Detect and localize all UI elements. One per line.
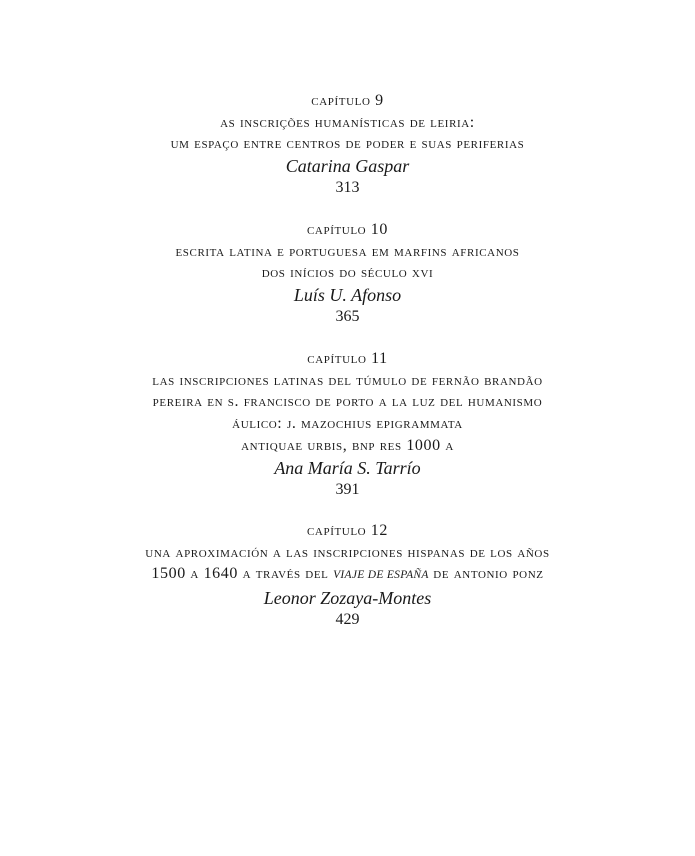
chapter-title-line: una aproximación a las inscripciones hispanas de los años: [145, 543, 550, 561]
chapter-title-line: las inscripciones latinas del túmulo de fernão brandão: [152, 371, 543, 389]
chapter-author: Ana María S. Tarrío: [274, 457, 421, 478]
toc-entry-chapter-11: [0, 348, 695, 501]
chapter-title-line: um espaço entre centros de poder e suas periferias: [170, 135, 525, 153]
chapter-page-number: 313: [335, 179, 360, 197]
title-text: de antonio ponz: [428, 565, 544, 583]
chapter-title-line: pereira en s. francisco de porto a la luz del humanismo: [152, 393, 543, 411]
chapter-title-line: antiquae urbis, bnp res 1000 a: [241, 436, 454, 454]
chapter-label: capítulo 10: [307, 221, 388, 238]
chapter-author: Catarina Gaspar: [285, 156, 410, 177]
chapter-title-line-mixed: [0, 563, 695, 587]
chapter-author: Luís U. Afonso: [293, 285, 402, 306]
chapter-label: capítulo 9: [311, 92, 384, 109]
toc-entry-chapter-10: [0, 219, 695, 328]
chapter-page-number: 365: [335, 308, 360, 326]
toc-entry-chapter-12: [0, 520, 695, 631]
chapter-label: capítulo 11: [307, 350, 388, 367]
chapter-author: Leonor Zozaya-Montes: [263, 588, 432, 609]
chapter-title-line: dos inícios do século xvi: [261, 264, 434, 282]
title-italic-book-name: VIAJE DE ESPAÑA: [333, 569, 429, 582]
chapter-page-number: 391: [335, 480, 360, 498]
chapter-page-number: 429: [335, 611, 360, 629]
chapter-title-line: as inscrições humanísticas de leiria:: [220, 113, 475, 131]
chapter-title-line: escrita latina e portuguesa em marfins africanos: [175, 242, 520, 260]
title-text: 1500 a 1640 a través del: [151, 565, 334, 583]
toc-entry-chapter-9: [0, 90, 695, 199]
chapter-title-line: áulico: j. mazochius epigrammata: [232, 415, 463, 433]
chapter-label: capítulo 12: [307, 522, 388, 539]
